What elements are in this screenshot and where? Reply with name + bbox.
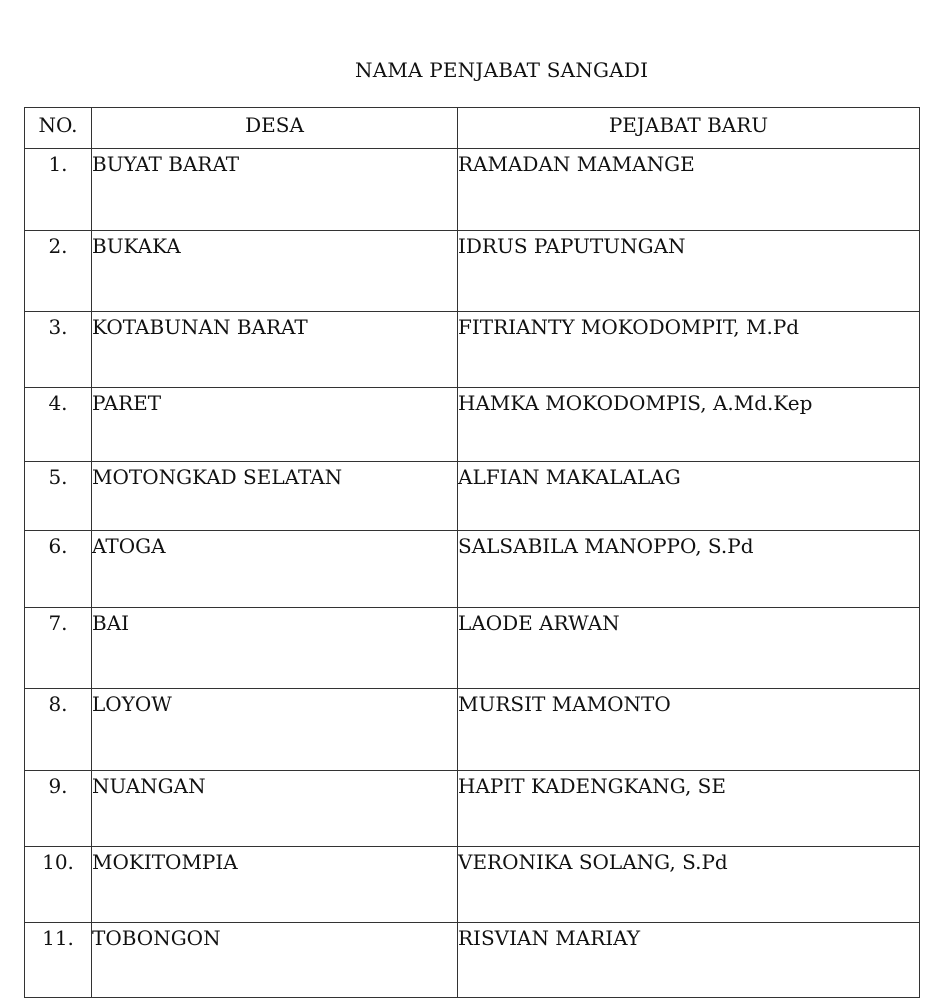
official-name: ALFIAN MAKALALAG xyxy=(458,462,920,531)
table-row xyxy=(25,149,920,231)
village-name: ATOGA xyxy=(92,531,458,608)
header-no: NO. xyxy=(25,108,92,149)
header-pejabat: PEJABAT BARU xyxy=(458,108,920,149)
row-number: 4. xyxy=(25,388,92,462)
row-number: 2. xyxy=(25,231,92,312)
village-name: BUKAKA xyxy=(92,231,458,312)
officials-table xyxy=(24,107,920,998)
row-number: 7. xyxy=(25,608,92,689)
table-row xyxy=(25,923,920,998)
table-row xyxy=(25,462,920,531)
row-number: 11. xyxy=(25,923,92,998)
header-desa: DESA xyxy=(92,108,458,149)
table-row xyxy=(25,771,920,847)
row-number: 10. xyxy=(25,847,92,923)
table-row xyxy=(25,847,920,923)
official-name: MURSIT MAMONTO xyxy=(458,689,920,771)
table-header-row xyxy=(25,108,920,149)
official-name: IDRUS PAPUTUNGAN xyxy=(458,231,920,312)
row-number: 1. xyxy=(25,149,92,231)
village-name: TOBONGON xyxy=(92,923,458,998)
row-number: 8. xyxy=(25,689,92,771)
village-name: MOTONGKAD SELATAN xyxy=(92,462,458,531)
village-name: NUANGAN xyxy=(92,771,458,847)
row-number: 6. xyxy=(25,531,92,608)
village-name: MOKITOMPIA xyxy=(92,847,458,923)
village-name: KOTABUNAN BARAT xyxy=(92,312,458,388)
official-name: RISVIAN MARIAY xyxy=(458,923,920,998)
table-row xyxy=(25,312,920,388)
official-name: LAODE ARWAN xyxy=(458,608,920,689)
official-name: SALSABILA MANOPPO, S.Pd xyxy=(458,531,920,608)
table-row xyxy=(25,608,920,689)
village-name: PARET xyxy=(92,388,458,462)
row-number: 5. xyxy=(25,462,92,531)
official-name: HAMKA MOKODOMPIS, A.Md.Kep xyxy=(458,388,920,462)
row-number: 9. xyxy=(25,771,92,847)
table-row xyxy=(25,231,920,312)
row-number: 3. xyxy=(25,312,92,388)
official-name: VERONIKA SOLANG, S.Pd xyxy=(458,847,920,923)
village-name: LOYOW xyxy=(92,689,458,771)
village-name: BUYAT BARAT xyxy=(92,149,458,231)
table-row xyxy=(25,531,920,608)
official-name: RAMADAN MAMANGE xyxy=(458,149,920,231)
official-name: FITRIANTY MOKODOMPIT, M.Pd xyxy=(458,312,920,388)
village-name: BAI xyxy=(92,608,458,689)
official-name: HAPIT KADENGKANG, SE xyxy=(458,771,920,847)
table-row xyxy=(25,689,920,771)
table-row xyxy=(25,388,920,462)
page-title: NAMA PENJABAT SANGADI xyxy=(355,58,649,82)
